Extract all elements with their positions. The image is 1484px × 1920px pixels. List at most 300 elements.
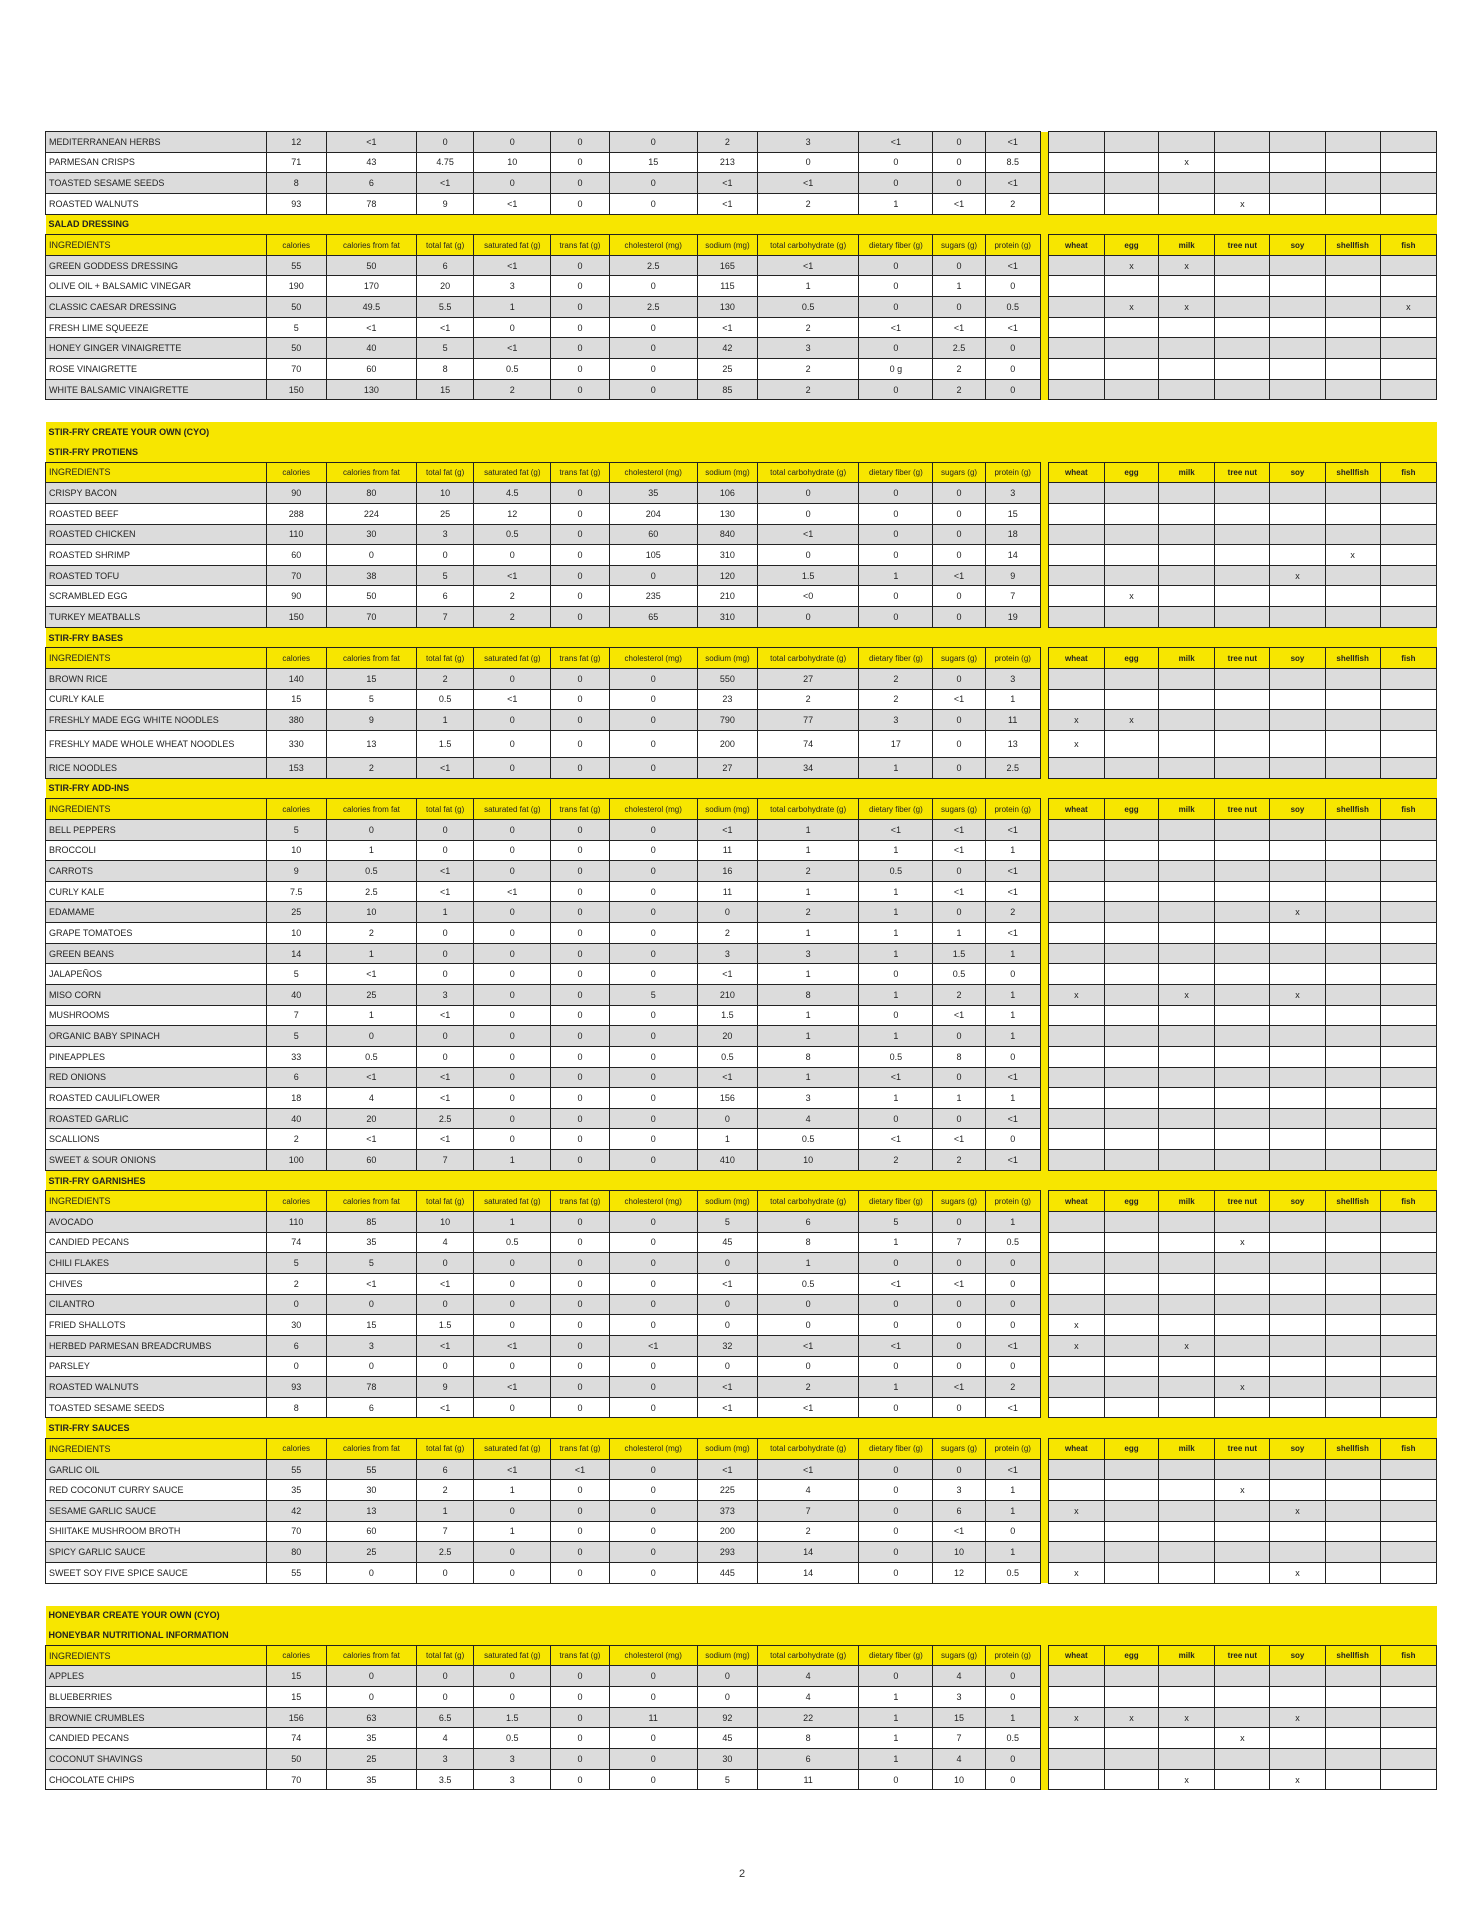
ingredient-row	[46, 861, 1437, 882]
column-separator	[1040, 462, 1048, 483]
allergen-mark	[1048, 1377, 1104, 1398]
allergen-header: shellfish	[1325, 1439, 1380, 1460]
nutrient-value: 25	[326, 984, 416, 1005]
nutrient-value: 0	[551, 524, 609, 545]
ingredient-name: ROASTED WALNUTS	[46, 1377, 267, 1398]
ingredient-row	[46, 255, 1437, 276]
nutrient-value: 1	[985, 1707, 1040, 1728]
nutrient-value: 0.5	[474, 359, 551, 380]
allergen-mark	[1215, 943, 1270, 964]
ingredient-row	[46, 276, 1437, 297]
nutrient-value: <1	[474, 193, 551, 214]
nutrient-value: 60	[609, 524, 697, 545]
ingredient-row	[46, 1542, 1437, 1563]
allergen-mark	[1380, 193, 1436, 214]
nutrient-value: 10	[474, 152, 551, 173]
nutrient-value: 5	[609, 984, 697, 1005]
allergen-mark: x	[1048, 1707, 1104, 1728]
nutrient-value: 0	[474, 1253, 551, 1274]
ingredient-row	[46, 193, 1437, 214]
nutrient-value: 15	[933, 1707, 985, 1728]
nutrient-header: sugars (g)	[933, 235, 985, 256]
allergen-mark	[1325, 861, 1380, 882]
allergen-mark	[1325, 1335, 1380, 1356]
nutrient-value: 0	[859, 379, 933, 400]
ingredient-name: CHILI FLAKES	[46, 1253, 267, 1274]
allergen-mark	[1159, 1273, 1215, 1294]
nutrient-value: 0	[933, 607, 985, 628]
nutrient-value: 12	[933, 1562, 985, 1583]
nutrient-value: <1	[697, 964, 757, 985]
ingredient-name: SWEET SOY FIVE SPICE SAUCE	[46, 1562, 267, 1583]
nutrient-value: 0.5	[859, 1046, 933, 1067]
nutrient-value: 1	[758, 923, 859, 944]
column-separator	[1040, 1687, 1048, 1708]
allergen-mark	[1215, 1707, 1270, 1728]
column-separator	[1040, 524, 1048, 545]
nutrient-value: 0	[933, 669, 985, 690]
block-title	[46, 422, 1437, 442]
nutrient-value: <1	[417, 1088, 474, 1109]
nutrient-value: 0	[609, 379, 697, 400]
nutrient-value: 7.5	[266, 881, 326, 902]
nutrient-value: 0	[609, 1687, 697, 1708]
allergen-mark	[1380, 1335, 1436, 1356]
nutrient-value: 1	[758, 881, 859, 902]
nutrient-value: 0	[933, 545, 985, 566]
allergen-mark	[1325, 1067, 1380, 1088]
allergen-mark	[1325, 607, 1380, 628]
column-separator	[1040, 1480, 1048, 1501]
nutrient-value: 213	[697, 152, 757, 173]
nutrient-value: 0	[609, 1501, 697, 1522]
ingredient-row	[46, 1335, 1437, 1356]
nutrient-value: 6	[417, 586, 474, 607]
ingredient-row	[46, 669, 1437, 690]
ingredient-row	[46, 317, 1437, 338]
nutrient-value: 0	[474, 1273, 551, 1294]
nutrient-value: 0	[551, 1088, 609, 1109]
nutrient-header: sodium (mg)	[697, 1191, 757, 1212]
nutrient-value: 0	[859, 1459, 933, 1480]
allergen-mark	[1048, 255, 1104, 276]
allergen-mark	[1380, 1294, 1436, 1315]
nutrient-value: 2	[859, 1150, 933, 1171]
nutrient-value: 1	[859, 1687, 933, 1708]
nutrient-value: 2	[417, 1480, 474, 1501]
nutrient-value: 20	[697, 1026, 757, 1047]
nutrient-value: 1	[859, 193, 933, 214]
nutrient-value: 3	[326, 1335, 416, 1356]
nutrient-value: 1	[859, 1377, 933, 1398]
nutrient-value: 4	[758, 1687, 859, 1708]
nutrient-value: 6	[758, 1212, 859, 1233]
allergen-mark	[1159, 503, 1215, 524]
allergen-mark	[1270, 1480, 1325, 1501]
nutrient-value: 7	[758, 1501, 859, 1522]
nutrient-value: 200	[697, 730, 757, 757]
allergen-mark	[1215, 1397, 1270, 1418]
nutrient-value: 1.5	[417, 1315, 474, 1336]
section-title	[46, 1418, 1437, 1439]
allergen-mark	[1048, 173, 1104, 194]
allergen-mark: x	[1215, 193, 1270, 214]
column-separator	[1040, 1046, 1048, 1067]
allergen-mark: x	[1270, 565, 1325, 586]
nutrient-value: 0	[326, 1294, 416, 1315]
allergen-mark	[1380, 1397, 1436, 1418]
allergen-mark	[1215, 923, 1270, 944]
allergen-mark	[1270, 193, 1325, 214]
nutrient-value: 25	[417, 503, 474, 524]
allergen-mark	[1270, 503, 1325, 524]
allergen-header: fish	[1380, 235, 1436, 256]
allergen-mark	[1325, 297, 1380, 318]
nutrient-value: 1	[758, 1005, 859, 1026]
allergen-mark: x	[1104, 586, 1158, 607]
allergen-header: milk	[1159, 1645, 1215, 1666]
nutrient-value: <1	[697, 173, 757, 194]
nutrient-value: 42	[697, 338, 757, 359]
nutrient-header: calories from fat	[326, 235, 416, 256]
nutrient-value: 2	[758, 689, 859, 710]
allergen-mark	[1159, 1253, 1215, 1274]
nutrient-value: 0	[609, 1294, 697, 1315]
allergen-mark	[1104, 1377, 1158, 1398]
allergen-mark	[1380, 1088, 1436, 1109]
nutrient-header: sugars (g)	[933, 1439, 985, 1460]
nutrient-value: 0	[609, 276, 697, 297]
nutrient-value: 55	[266, 1562, 326, 1583]
ingredients-header: INGREDIENTS	[46, 1439, 267, 1460]
allergen-mark	[1159, 710, 1215, 731]
nutrient-value: 74	[266, 1728, 326, 1749]
column-separator	[1040, 923, 1048, 944]
nutrient-value: 1	[933, 276, 985, 297]
allergen-header: soy	[1270, 462, 1325, 483]
allergen-mark	[1325, 1026, 1380, 1047]
nutrient-value: 5	[417, 338, 474, 359]
allergen-mark	[1215, 1067, 1270, 1088]
nutrient-value: 2.5	[326, 881, 416, 902]
ingredient-row	[46, 984, 1437, 1005]
ingredient-name: BROCCOLI	[46, 840, 267, 861]
nutrient-value: 0	[985, 359, 1040, 380]
section-title-fill	[1048, 442, 1436, 462]
nutrient-header: total carbohydrate (g)	[758, 462, 859, 483]
nutrient-value: 0	[551, 297, 609, 318]
column-separator	[1040, 1273, 1048, 1294]
allergen-mark	[1215, 1335, 1270, 1356]
nutrient-value: 0	[417, 132, 474, 153]
nutrient-value: 2	[933, 984, 985, 1005]
allergen-mark	[1104, 689, 1158, 710]
nutrient-value: 30	[697, 1749, 757, 1770]
ingredient-name: RED COCONUT CURRY SAUCE	[46, 1480, 267, 1501]
nutrient-value: 210	[697, 586, 757, 607]
nutrient-value: 235	[609, 586, 697, 607]
nutrient-value: 8	[758, 984, 859, 1005]
nutrient-value: 0	[551, 359, 609, 380]
nutrient-value: 0	[933, 902, 985, 923]
nutrient-value: 17	[859, 730, 933, 757]
allergen-mark	[1159, 1046, 1215, 1067]
nutrient-value: 35	[326, 1769, 416, 1790]
column-separator	[1040, 943, 1048, 964]
ingredient-row	[46, 586, 1437, 607]
allergen-mark	[1048, 840, 1104, 861]
nutrient-value: 42	[266, 1501, 326, 1522]
nutrient-value: 110	[266, 524, 326, 545]
allergen-mark	[1159, 173, 1215, 194]
nutrient-value: 0	[474, 984, 551, 1005]
nutrient-value: 5	[266, 964, 326, 985]
nutrient-value: 0	[551, 757, 609, 778]
allergen-mark	[1048, 524, 1104, 545]
allergen-mark	[1048, 545, 1104, 566]
nutrient-value: 20	[326, 1108, 416, 1129]
nutrient-value: 0	[609, 923, 697, 944]
allergen-mark	[1325, 317, 1380, 338]
nutrient-header: total carbohydrate (g)	[758, 235, 859, 256]
allergen-mark	[1048, 1253, 1104, 1274]
allergen-mark	[1380, 503, 1436, 524]
allergen-mark	[1104, 1521, 1158, 1542]
ingredient-name: COCONUT SHAVINGS	[46, 1749, 267, 1770]
allergen-mark	[1159, 565, 1215, 586]
nutrient-value: 0	[985, 338, 1040, 359]
ingredient-name: SHIITAKE MUSHROOM BROTH	[46, 1521, 267, 1542]
allergen-mark	[1104, 730, 1158, 757]
nutrient-value: <1	[933, 565, 985, 586]
allergen-mark	[1325, 689, 1380, 710]
allergen-mark	[1380, 1108, 1436, 1129]
allergen-mark	[1104, 861, 1158, 882]
nutrient-value: 0	[859, 1397, 933, 1418]
column-separator	[1040, 503, 1048, 524]
column-separator	[1040, 1501, 1048, 1522]
nutrient-header: sodium (mg)	[697, 462, 757, 483]
allergen-mark	[1215, 607, 1270, 628]
nutrient-value: 0.5	[985, 1728, 1040, 1749]
nutrient-value: 43	[326, 152, 416, 173]
allergen-mark	[1104, 132, 1158, 153]
nutrient-value: 0	[859, 1562, 933, 1583]
allergen-mark	[1215, 1749, 1270, 1770]
nutrient-value: 2	[985, 193, 1040, 214]
allergen-mark	[1215, 1026, 1270, 1047]
nutrient-value: 0	[551, 1728, 609, 1749]
allergen-mark	[1325, 1521, 1380, 1542]
allergen-mark	[1380, 1005, 1436, 1026]
ingredient-name: ROASTED GARLIC	[46, 1108, 267, 1129]
nutrient-value: 15	[985, 503, 1040, 524]
nutrient-value: 3	[985, 669, 1040, 690]
nutrient-value: <1	[697, 819, 757, 840]
nutrient-value: 55	[326, 1459, 416, 1480]
nutrient-value: 0	[933, 1108, 985, 1129]
nutrient-value: 2	[758, 193, 859, 214]
nutrient-value: 5	[326, 689, 416, 710]
allergen-mark	[1048, 1088, 1104, 1109]
column-separator	[1040, 565, 1048, 586]
nutrient-header: sodium (mg)	[697, 648, 757, 669]
allergen-mark	[1048, 1687, 1104, 1708]
allergen-mark	[1270, 923, 1325, 944]
allergen-mark	[1215, 669, 1270, 690]
allergen-mark	[1380, 132, 1436, 153]
allergen-mark	[1380, 545, 1436, 566]
nutrient-value: 6	[326, 1397, 416, 1418]
allergen-mark	[1048, 1067, 1104, 1088]
nutrient-header: total carbohydrate (g)	[758, 1191, 859, 1212]
allergen-mark	[1159, 964, 1215, 985]
nutrient-value: <1	[326, 1273, 416, 1294]
nutrient-value: 0	[609, 1129, 697, 1150]
nutrient-value: 0	[326, 1562, 416, 1583]
nutrient-value: 35	[326, 1728, 416, 1749]
nutrient-value: 1	[758, 819, 859, 840]
allergen-mark: x	[1270, 1769, 1325, 1790]
nutrient-value: 0	[551, 689, 609, 710]
allergen-mark	[1159, 1397, 1215, 1418]
allergen-mark: x	[1215, 1480, 1270, 1501]
ingredient-name: CRISPY BACON	[46, 483, 267, 504]
allergen-mark	[1048, 1212, 1104, 1233]
allergen-mark	[1325, 710, 1380, 731]
allergen-mark: x	[1270, 984, 1325, 1005]
nutrient-value: 153	[266, 757, 326, 778]
nutrient-value: 2	[758, 861, 859, 882]
allergen-mark	[1159, 1459, 1215, 1480]
nutrient-value: <1	[474, 689, 551, 710]
nutrient-value: 293	[697, 1542, 757, 1563]
nutrient-value: 45	[697, 1232, 757, 1253]
allergen-mark	[1325, 757, 1380, 778]
allergen-mark	[1270, 1728, 1325, 1749]
column-separator	[1040, 193, 1048, 214]
nutrient-value: 2	[474, 586, 551, 607]
allergen-mark	[1215, 1108, 1270, 1129]
nutrient-value: 0	[609, 902, 697, 923]
nutrient-value: 0	[474, 1046, 551, 1067]
nutrient-value: 60	[266, 545, 326, 566]
allergen-mark	[1104, 840, 1158, 861]
nutrient-value: 0	[859, 964, 933, 985]
nutrient-header: dietary fiber (g)	[859, 235, 933, 256]
nutrient-value: 0	[551, 1232, 609, 1253]
allergen-mark	[1380, 152, 1436, 173]
allergen-mark	[1325, 669, 1380, 690]
allergen-mark	[1215, 173, 1270, 194]
nutrient-value: 0	[551, 1067, 609, 1088]
allergen-mark	[1215, 1687, 1270, 1708]
allergen-mark	[1048, 152, 1104, 173]
nutrient-value: 10	[933, 1542, 985, 1563]
allergen-mark	[1159, 1501, 1215, 1522]
section-title-fill	[1048, 214, 1436, 235]
nutrient-value: 1	[474, 1480, 551, 1501]
nutrient-value: 1	[933, 1088, 985, 1109]
allergen-mark	[1048, 923, 1104, 944]
nutrient-value: 0	[933, 757, 985, 778]
nutrient-header: saturated fat (g)	[474, 1439, 551, 1460]
nutrient-value: 380	[266, 710, 326, 731]
nutrient-value: 0	[859, 1521, 933, 1542]
nutrient-value: 70	[266, 565, 326, 586]
nutrient-value: 0	[758, 607, 859, 628]
nutrient-value: 140	[266, 669, 326, 690]
nutrient-value: 0	[985, 1046, 1040, 1067]
nutrient-value: 1	[859, 902, 933, 923]
allergen-mark	[1270, 1108, 1325, 1129]
column-separator	[1040, 173, 1048, 194]
nutrient-value: 6	[417, 1459, 474, 1480]
column-separator	[1040, 255, 1048, 276]
allergen-mark	[1215, 1521, 1270, 1542]
allergen-mark	[1159, 923, 1215, 944]
nutrient-value: 1	[859, 1088, 933, 1109]
allergen-mark	[1104, 607, 1158, 628]
nutrient-value: 0	[859, 173, 933, 194]
nutrient-value: 0	[985, 1129, 1040, 1150]
nutrient-value: 2	[326, 757, 416, 778]
ingredient-row	[46, 1129, 1437, 1150]
nutrient-value: 0	[326, 819, 416, 840]
ingredient-name: CANDIED PECANS	[46, 1728, 267, 1749]
nutrient-header: protein (g)	[985, 648, 1040, 669]
nutrient-value: 0	[933, 524, 985, 545]
nutrient-value: 310	[697, 545, 757, 566]
nutrient-value: <1	[933, 1521, 985, 1542]
nutrient-value: 4	[758, 1108, 859, 1129]
allergen-mark	[1380, 524, 1436, 545]
nutrient-value: 0	[551, 984, 609, 1005]
ingredient-name: HONEY GINGER VINAIGRETTE	[46, 338, 267, 359]
nutrient-value: 0	[985, 1253, 1040, 1274]
nutrient-value: 0	[859, 1108, 933, 1129]
nutrient-value: 78	[326, 193, 416, 214]
nutrient-value: 0 g	[859, 359, 933, 380]
allergen-mark	[1215, 1046, 1270, 1067]
nutrient-value: 0	[551, 1356, 609, 1377]
allergen-header: tree nut	[1215, 1439, 1270, 1460]
allergen-mark	[1270, 730, 1325, 757]
nutrient-value: 55	[266, 255, 326, 276]
nutrient-value: 40	[266, 1108, 326, 1129]
allergen-mark: x	[1048, 1315, 1104, 1336]
nutrient-value: 0	[266, 1294, 326, 1315]
allergen-mark	[1215, 689, 1270, 710]
ingredient-row	[46, 1480, 1437, 1501]
nutrient-value: <1	[758, 1335, 859, 1356]
allergen-mark	[1325, 840, 1380, 861]
nutrient-value: 8	[417, 359, 474, 380]
nutrient-value: 0	[551, 1397, 609, 1418]
allergen-mark	[1104, 669, 1158, 690]
nutrient-value: 0	[551, 1005, 609, 1026]
section-title-text: STIR-FRY GARNISHES	[46, 1170, 1041, 1191]
nutrient-value: 0	[609, 1769, 697, 1790]
nutrient-value: 0	[551, 276, 609, 297]
section-separator	[1040, 442, 1048, 462]
ingredient-row	[46, 524, 1437, 545]
nutrient-value: 0	[551, 1212, 609, 1233]
nutrient-value: 5	[417, 565, 474, 586]
nutrient-value: 0.5	[474, 524, 551, 545]
allergen-mark: x	[1048, 1501, 1104, 1522]
nutrient-header: sugars (g)	[933, 799, 985, 820]
